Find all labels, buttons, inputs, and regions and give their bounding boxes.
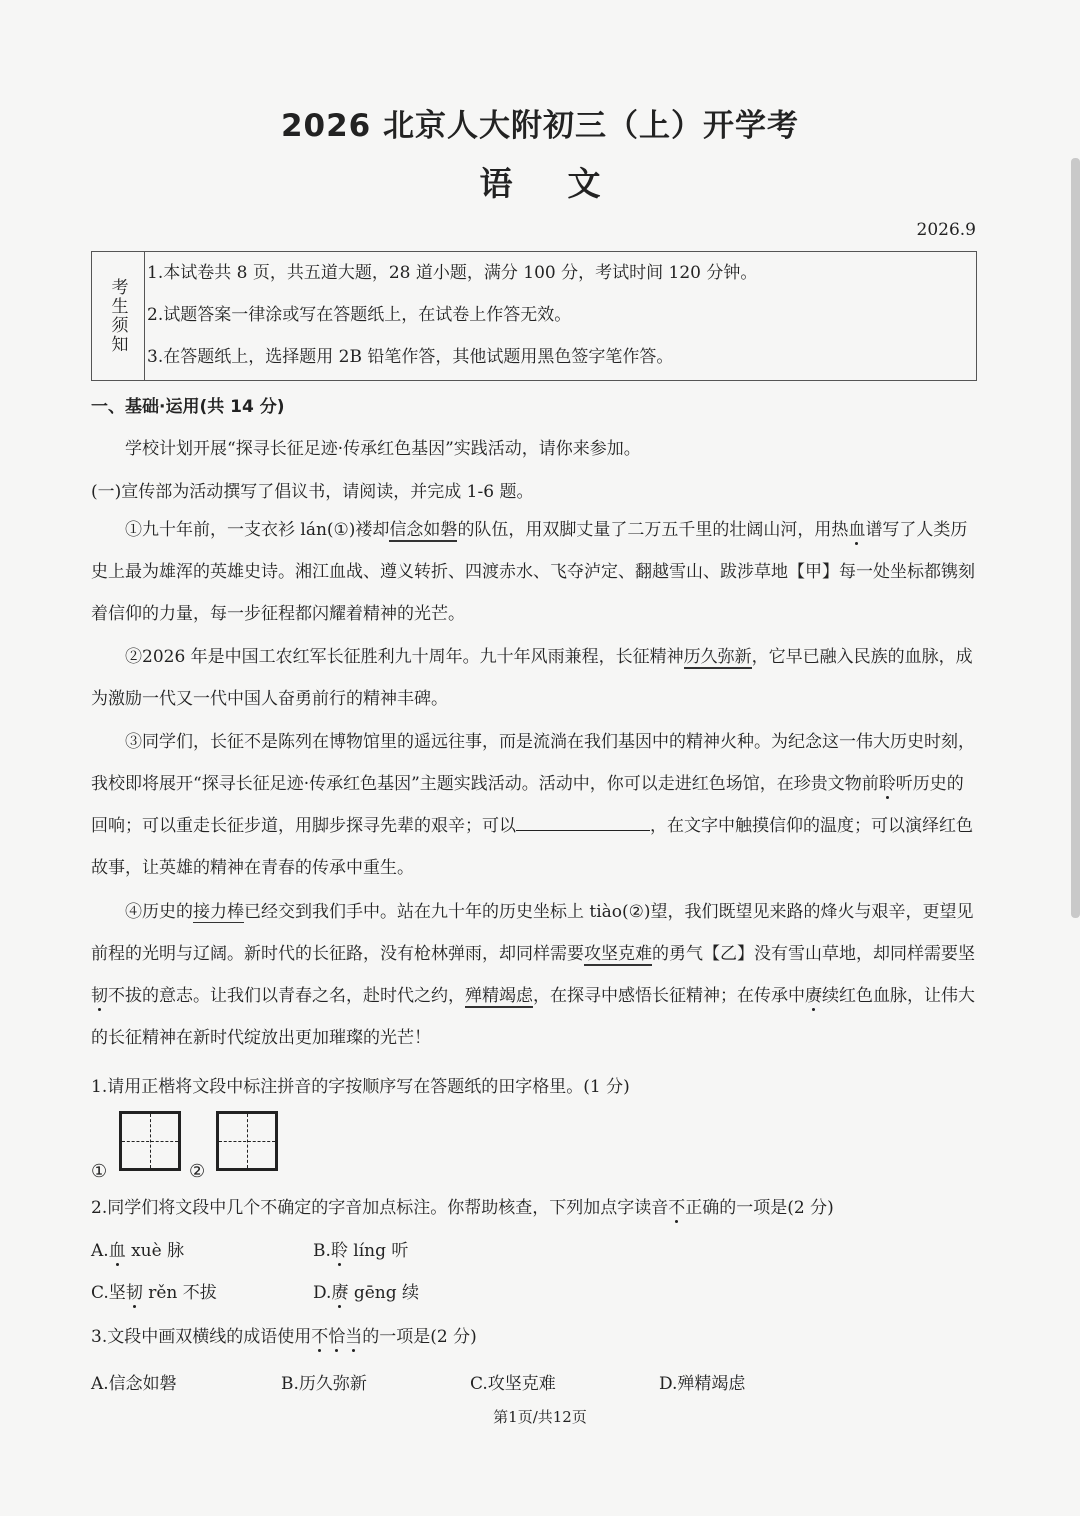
question-1: 1.请用正楷将文段中标注拼音的字按顺序写在答题纸的田字格里。(1 分) [91, 1077, 630, 1097]
dotted-char: 赓 [331, 1283, 349, 1303]
text-span: 谱写了人类历史上最为雄浑的英雄史诗。湘江血战、遵义转折、四渡赤水、飞夺泸定、翻越雪山、跋涉草地【甲】每一处坐标都镌刻着信仰的力量，每一步征程都闪耀着精神的光芒。 [91, 520, 975, 624]
tianzi-grid-2 [216, 1111, 278, 1171]
dotted-char: 韧 [91, 986, 108, 1006]
q2-option-b [313, 1236, 408, 1261]
text-span: líng 听 [347, 1241, 409, 1261]
question-3 [91, 1322, 477, 1347]
section-sub-intro: (一)宣传部为活动撰写了倡议书，请阅读，并完成 1-6 题。 [91, 482, 534, 502]
grid-label: ② [189, 1161, 206, 1182]
text-span: 听历史的回响；可以重走长征步道，用脚步探寻先辈的艰辛；可以 [91, 774, 964, 836]
text-span: 续红色血脉，让伟大的长征精神在新时代绽放出更加璀璨的光芒！ [91, 986, 975, 1048]
text-span: rěn 不拔 [142, 1283, 217, 1303]
passage-paragraph-2 [91, 636, 975, 720]
q3-option-d: D.殚精竭虑 [659, 1374, 746, 1394]
dotted-char: 当 [345, 1327, 363, 1347]
text-span: 2.同学们将文段中几个不确定的字音加点标注。你帮助核查，下列加点字读音 [91, 1198, 669, 1218]
text-span: 已经交到我们手中。站在九十年的历史坐标上 tiào(②)望，我们既望见来路的烽火与艰辛，更望见前程的光明与辽阔。新时代的长征路，没有枪林弹雨，却同样需要 [91, 902, 974, 964]
text-span: ，在文字中触摸信仰的温度；可以演绎红色故事，让英雄的精神在青春的传承中重生。 [91, 816, 973, 878]
text-span: ④历史的 [125, 902, 193, 922]
fill-blank [516, 812, 650, 831]
passage-paragraph-3 [91, 721, 975, 889]
dotted-char: 赓 [805, 986, 822, 1006]
text-span: 的一项是(2 分) [362, 1327, 477, 1347]
text-span: C.坚 [91, 1283, 126, 1303]
text-span: ③同学们，长征不是陈列在博物馆里的遥远往事，而是流淌在我们基因中的精神火种。为纪念这一伟大历史时刻，我校即将展开“探寻长征足迹·传承红色基因”主题实践活动。活动中，你可以走进红色场馆，在珍贵文物前 [91, 732, 975, 794]
dotted-char: 不 [668, 1198, 686, 1218]
text-span: 正确的一项是(2 分) [685, 1198, 834, 1218]
q2-option-d [313, 1278, 419, 1303]
underlined-relay-baton: 接力棒 [193, 902, 244, 922]
notice-item: 1.本试卷共 8 页，共五道大题，28 道小题，满分 100 分，考试时间 120 分钟。 [147, 263, 758, 283]
exam-date: 2026.9 [916, 220, 976, 240]
dotted-char: 聆 [878, 774, 896, 794]
dotted-char: 不 [311, 1327, 329, 1347]
text-span: xuè 脉 [125, 1241, 185, 1261]
q2-option-c [91, 1278, 217, 1303]
text-span: A. [91, 1241, 109, 1261]
text-span: 3.文段中画双横线的成语使用 [91, 1327, 312, 1347]
dotted-char: 血 [848, 520, 866, 540]
q2-option-a [91, 1236, 184, 1261]
exam-title: 2026 北京人大附初三（上）开学考 [280, 108, 800, 144]
scrollbar[interactable] [1071, 158, 1080, 918]
text-span: ①九十年前，一支衣衫 lán(①)褛却 [125, 520, 390, 540]
text-span: D. [313, 1283, 332, 1303]
passage-paragraph-4 [91, 891, 975, 1059]
text-span: ②2026 年是中国工农红军长征胜利九十周年。九十年风雨兼程，长征精神 [125, 647, 684, 667]
notice-label: 考生须知 [92, 252, 145, 380]
notice-item: 3.在答题纸上，选择题用 2B 铅笔作答，其他试题用黑色签字笔作答。 [147, 347, 674, 367]
section-heading: 一、基础·运用(共 14 分) [91, 397, 285, 417]
text-span: 不拔的意志。让我们以青春之名，赴时代之约， [108, 986, 465, 1006]
notice-items [145, 252, 976, 380]
question-2 [91, 1193, 834, 1218]
tianzi-grid-1 [119, 1111, 181, 1171]
text-span: ，它早已融入民族的血脉，成为激励一代又一代中国人奋勇前行的精神丰碑。 [91, 647, 973, 709]
page-footer: 第1页/共12页 [493, 1408, 587, 1426]
notice-box [91, 251, 977, 381]
idiom-lijiu-mixin: 历久弥新 [683, 647, 752, 667]
notice-item: 2.试题答案一律涂或写在答题纸上，在试卷上作答无效。 [147, 305, 572, 325]
idiom-danjing-jielv: 殚精竭虑 [465, 986, 533, 1006]
text-span: 的勇气【乙】没有雪山草地，却同样需要坚 [652, 944, 975, 964]
section-intro: 学校计划开展“探寻长征足迹·传承红色基因”实践活动，请你来参加。 [125, 439, 641, 459]
text-span: ，在探寻中感悟长征精神；在传承中 [533, 986, 805, 1006]
text-span: B. [313, 1241, 331, 1261]
dotted-char: 恰 [328, 1327, 346, 1347]
idiom-xinnian-rupan: 信念如磐 [389, 520, 458, 540]
exam-subject: 语文 [479, 164, 656, 203]
idiom-gongjian-kenan: 攻坚克难 [584, 944, 652, 964]
dotted-char: 韧 [125, 1283, 143, 1303]
q3-option-a: A.信念如磐 [91, 1374, 177, 1394]
q3-option-b: B.历久弥新 [281, 1374, 367, 1394]
dotted-char: 血 [108, 1241, 126, 1261]
passage-paragraph-1 [91, 509, 975, 635]
q3-option-c: C.攻坚克难 [470, 1374, 556, 1394]
grid-label: ① [91, 1161, 108, 1182]
dotted-char: 聆 [330, 1241, 348, 1261]
text-span: 的队伍，用双脚丈量了二万五千里的壮阔山河，用热 [457, 520, 849, 540]
text-span: gēng 续 [348, 1283, 420, 1303]
